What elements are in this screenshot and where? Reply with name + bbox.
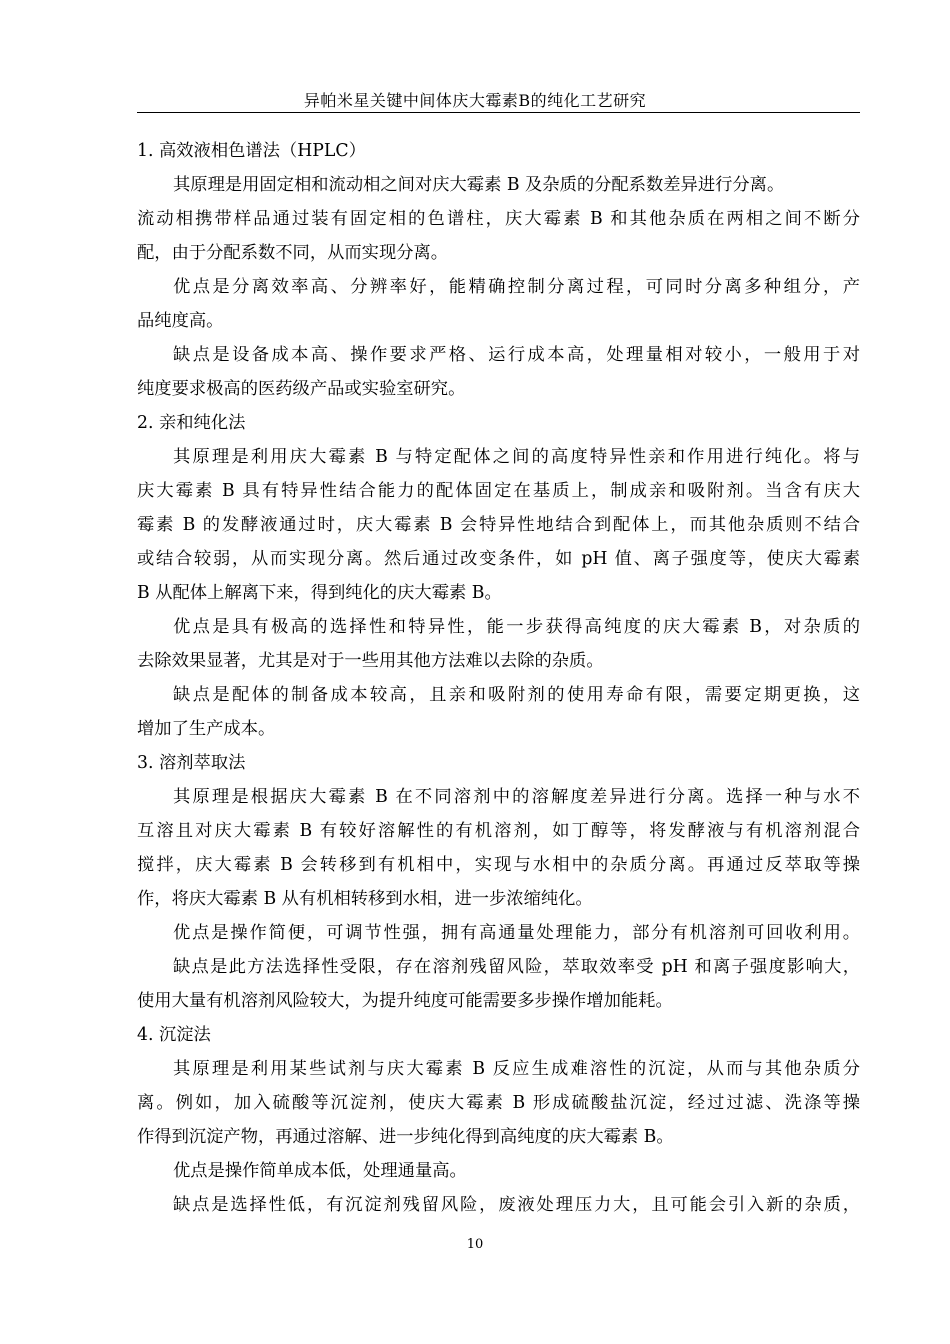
paragraph-line: 去除效果显著，尤其是对于一些用其他方法难以去除的杂质。 bbox=[137, 651, 604, 671]
paragraph-line: 霉素 B 的发酵液通过时，庆大霉素 B 会特异性地结合到配体上，而其他杂质则不结合 bbox=[137, 515, 860, 535]
paragraph-line: 互溶且对庆大霉素 B 有较好溶解性的有机溶剂，如丁醇等，将发酵液与有机溶剂混合 bbox=[137, 821, 860, 841]
paragraph-line: 其原理是用固定相和流动相之间对庆大霉素 B 及杂质的分配系数差异进行分离。 bbox=[173, 175, 785, 195]
paragraph-line: 优点是操作简单成本低，处理通量高。 bbox=[173, 1161, 467, 1181]
paragraph-line: 作得到沉淀产物，再通过溶解、进一步纯化得到高纯度的庆大霉素 B。 bbox=[137, 1127, 674, 1147]
paragraph-line: 优点是分离效率高、分辨率好，能精确控制分离过程，可同时分离多种组分，产 bbox=[173, 277, 860, 297]
paragraph-line: 缺点是选择性低，有沉淀剂残留风险，废液处理压力大，且可能会引入新的杂质， bbox=[173, 1195, 860, 1215]
running-header-title: 异帕米星关键中间体庆大霉素B的纯化工艺研究 bbox=[303, 91, 647, 110]
paragraph-line: 其原理是利用某些试剂与庆大霉素 B 反应生成难溶性的沉淀，从而与其他杂质分 bbox=[173, 1059, 860, 1079]
paragraph-line: 搅拌，庆大霉素 B 会转移到有机相中，实现与水相中的杂质分离。再通过反萃取等操 bbox=[137, 855, 860, 875]
section-heading-affinity: 2. 亲和纯化法 bbox=[137, 413, 246, 433]
page-number: 10 bbox=[466, 1237, 484, 1252]
paragraph-line: 增加了生产成本。 bbox=[137, 719, 276, 739]
paragraph-line: 使用大量有机溶剂风险较大，为提升纯度可能需要多步操作增加能耗。 bbox=[137, 991, 673, 1011]
paragraph-line: 其原理是根据庆大霉素 B 在不同溶剂中的溶解度差异进行分离。选择一种与水不 bbox=[173, 787, 860, 807]
paragraph-line: B 从配体上解离下来，得到纯化的庆大霉素 B。 bbox=[137, 583, 502, 603]
paragraph-line: 作，将庆大霉素 B 从有机相转移到水相，进一步浓缩纯化。 bbox=[137, 889, 593, 909]
body-text bbox=[137, 134, 860, 1222]
paragraph-line: 缺点是配体的制备成本较高，且亲和吸附剂的使用寿命有限，需要定期更换，这 bbox=[173, 685, 860, 705]
header-rule bbox=[137, 112, 860, 113]
paragraph-line: 缺点是设备成本高、操作要求严格、运行成本高，处理量相对较小，一般用于对 bbox=[173, 345, 860, 365]
paragraph-line: 优点是操作简便，可调节性强，拥有高通量处理能力，部分有机溶剂可回收利用。 bbox=[173, 923, 860, 943]
paragraph-line: 流动相携带样品通过装有固定相的色谱柱，庆大霉素 B 和其他杂质在两相之间不断分 bbox=[137, 209, 860, 229]
section-heading-solvent-extraction: 3. 溶剂萃取法 bbox=[137, 753, 246, 773]
paragraph-line: 离。例如，加入硫酸等沉淀剂，使庆大霉素 B 形成硫酸盐沉淀，经过过滤、洗涤等操 bbox=[137, 1093, 860, 1113]
paragraph-line: 或结合较弱，从而实现分离。然后通过改变条件，如 pH 值、离子强度等，使庆大霉素 bbox=[137, 549, 860, 569]
paragraph-line: 纯度要求极高的医药级产品或实验室研究。 bbox=[137, 379, 466, 399]
section-heading-hplc: 1. 高效液相色谱法（HPLC） bbox=[137, 141, 366, 161]
section-heading-precipitation: 4. 沉淀法 bbox=[137, 1025, 211, 1045]
paragraph-line: 配，由于分配系数不同，从而实现分离。 bbox=[137, 243, 449, 263]
paragraph-line: 庆大霉素 B 具有特异性结合能力的配体固定在基质上，制成亲和吸附剂。当含有庆大 bbox=[137, 481, 860, 501]
paragraph-line: 缺点是此方法选择性受限，存在溶剂残留风险，萃取效率受 pH 和离子强度影响大， bbox=[173, 957, 860, 977]
paragraph-line: 品纯度高。 bbox=[137, 311, 224, 331]
paragraph-line: 其原理是利用庆大霉素 B 与特定配体之间的高度特异性亲和作用进行纯化。将与 bbox=[173, 447, 860, 467]
paragraph-line: 优点是具有极高的选择性和特异性，能一步获得高纯度的庆大霉素 B，对杂质的 bbox=[173, 617, 860, 637]
